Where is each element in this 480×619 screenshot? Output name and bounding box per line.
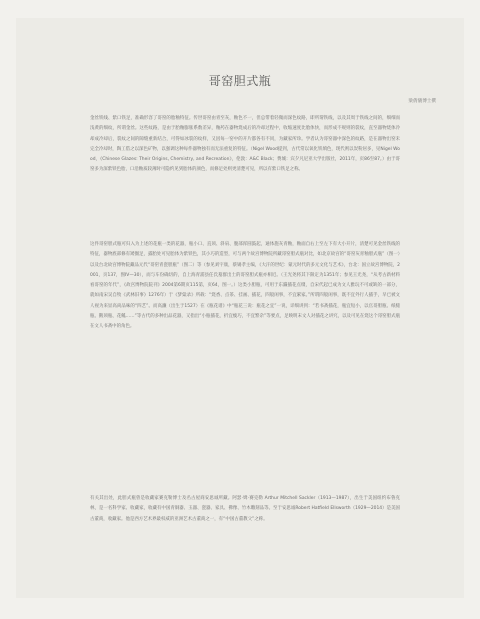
document-page: [16, 18, 464, 598]
author-byline: 梁倩儀博士撰: [408, 99, 436, 104]
paragraph-1: 金丝铁线、紫口铁足，准确形容了哥窑的胎釉特征。传世哥窑由青至灰，釉色不一，但总带着轻微而深色纹路，即所谓铁线，以及其周于铁线之间的，细细而浅黄的细纹，所谓金丝。这些纹路，是由于胎釉膨胀系数差异，釉药在器物烧成后的冷却过程中，收缩速度比胎体快，而形成不规则的裂纹，直至器物烧体冷却成冷却后，裂纹之间的隙缝重新结合，可得如冰裂的纹样，又因每一窑中的开片都各有不同，为藏家所珍。学者认为哥窑器中深色的纹路，是在器物出窑未完全冷却时，陶工借之以深色矿物，以强调这种每件器物独有而无法重复的特征。（Nigel Wood提到，古代常以氧化铁填色，现代则以炭粉居多，见Nigel Wood，《Chinese Glazes: Their Origins, Chemistry, and Recreation》，伦敦：A&C Black；费城：宾夕凡尼亚大学出版社，2011年，页86至87。）由于哥窑多为深紫铁色胎，口沿釉质较薄时可隐约见到胎体的颜色，而修足处则更清楚可见，所以有紫口铁足之称。: [90, 116, 400, 173]
paragraph-2: 这件哥窑胆式瓶可归入为上述的花瓶一类的花器，瓶小口、直颈、斜肩、腹部浑圆鼓起，通体施灰青釉，釉面自右上至左下有大小开片，清楚可见金丝铁线的特征，器物底部修有矮圈足，露胎处可见胎体为紫铁色，其小巧的造型，可与两个故宫博物院所藏哥窑胆式瓶对比，如北京故宫的“哥窑灰青釉胆式瓶”（图一）以及台北故宫博物院藏品元代“哥窑青瓷胆瓶”（图二）等（参见刘宇康，蔡锡孝主编，《大汗的世纪：蒙元时代的多元文化与艺术》，台北：国立故宫博物院，2001，页137，图IV—30），而与车份确切的，自上海青浦县任氏墓群出土的哥窑胆式瓶亦相近。（王光尧将其下限定为1351年；参见王光尧，“从考古新材料看哥窑的年代”，《故宫博物院院刊》2004第6期页115第，页64，图一。）这类小胆瓶，可用于东瀛插花点缀，自宋代起已成为文人雅玩不可或缺的一部分，就如南宋吴自牧《武林旧事》1276年）于《梦粱录》所载：“烧香、点茶、挂画、插花，四般闲事，不宜累家。”所谓四般闲事，既不宜外行人插手，早已被文人视为来显高尚品味的“四艺”。而高濂（出生于1527）在《瓶花谱》中“瓶花三说：瓶花之宜”一说，详细讲到：“若书斋插花，瓶宜短小，以官哥胆瓶、纸槌瓶、鹅颈瓶、花觚……”等古代的多种出品花器，又指出“小瓶插花，折宜瘦巧，不宜繁杂”等要点，足映明末文人对插花之讲究，以及可见在烧这个哥窑胆式瓶在文人书斋中的角色。: [90, 242, 400, 329]
paragraph-3: 有关其出处，此胆式瓶曾是收藏家赛克勒博士及名古屋商安思诚所藏。阿瑟·姆·赛克勒 Arthur Mitchell Sackler（1913—1987），出生于美国纽约布鲁克林，是一名科学家、收藏家，收藏有中国青铜器、玉器、瓷器、家具、佛像、竹木雕刻品等。至于安思诚Robert Hatfield Ellsworth（1929—2014）是美国古董商，收藏家。他是西方艺术界最权威的亚洲艺术古董商之一，有“中国古董教父”之称。: [90, 496, 400, 522]
page-title: 哥窑胆式瓶: [208, 74, 272, 88]
